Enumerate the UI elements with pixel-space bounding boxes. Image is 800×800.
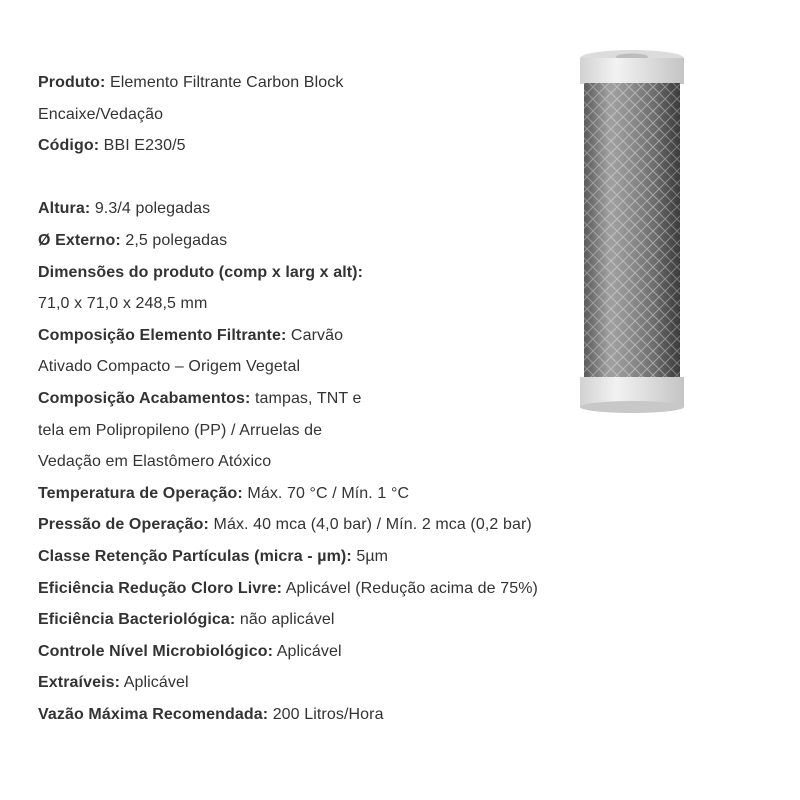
- spec-value: tampas, TNT e: [254, 389, 362, 407]
- spec-value: Aplicável: [123, 674, 189, 692]
- spec-line-cloro: [38, 573, 638, 605]
- spec-line-temperatura: [38, 478, 638, 510]
- spec-line-bacteriologica: [38, 604, 638, 636]
- spec-label: Temperatura de Operação:: [38, 484, 243, 502]
- spec-spacer: [38, 162, 638, 194]
- spec-label: Extraíveis:: [38, 674, 121, 692]
- spec-line-diametro: [38, 225, 638, 257]
- spec-value: não aplicável: [239, 611, 335, 629]
- spec-label: Eficiência Bacteriológica:: [38, 611, 236, 629]
- spec-line-extraiveis: [38, 667, 638, 699]
- spec-line-dimensoes: [38, 257, 638, 289]
- spec-label: Pressão de Operação:: [38, 516, 209, 534]
- spec-value: Vedação em Elastômero Atóxico: [38, 453, 272, 471]
- product-spec-list: [38, 67, 638, 730]
- filter-cartridge-image: [575, 45, 695, 420]
- spec-label: Código:: [38, 137, 100, 155]
- body-shading: [584, 83, 680, 379]
- spec-label: Ø Externo:: [38, 231, 121, 249]
- spec-line-altura: [38, 193, 638, 225]
- spec-label: Composição Elemento Filtrante:: [38, 326, 287, 344]
- spec-label: Altura:: [38, 200, 91, 218]
- spec-value: 200 Litros/Hora: [272, 705, 384, 723]
- spec-value: BBI E230/5: [103, 137, 186, 155]
- spec-value: Máx. 70 °C / Mín. 1 °C: [247, 484, 410, 502]
- spec-label: Classe Retenção Partículas (micra - µm):: [38, 547, 352, 565]
- spec-line-composicao-elemento-cont: [38, 351, 638, 383]
- spec-label: Controle Nível Microbiológico:: [38, 642, 274, 660]
- spec-line-microbiologico: [38, 636, 638, 668]
- spec-value: Carvão: [290, 326, 344, 344]
- bottom-cap-rim: [580, 401, 684, 413]
- spec-value: 71,0 x 71,0 x 248,5 mm: [38, 295, 208, 313]
- spec-value: 2,5 polegadas: [125, 231, 228, 249]
- spec-label: Dimensões do produto (comp x larg x alt):: [38, 263, 364, 281]
- spec-line-composicao-acabamentos-cont2: [38, 446, 638, 478]
- spec-line-produto-cont: [38, 99, 638, 131]
- spec-value: Máx. 40 mca (4,0 bar) / Mín. 2 mca (0,2 bar): [213, 516, 532, 534]
- spec-value: Elemento Filtrante Carbon Block: [110, 74, 344, 91]
- spec-line-produto: [38, 67, 638, 99]
- spec-label: Composição Acabamentos:: [38, 389, 251, 407]
- spec-line-codigo: [38, 130, 638, 162]
- spec-line-composicao-elemento: [38, 320, 638, 352]
- spec-line-composicao-acabamentos: [38, 383, 638, 415]
- spec-line-composicao-acabamentos-cont: [38, 415, 638, 447]
- spec-line-retencao: [38, 541, 638, 573]
- spec-line-dimensoes-cont: [38, 288, 638, 320]
- spec-value: Aplicável (Redução acima de 75%): [285, 579, 538, 597]
- spec-value: 9.3/4 polegadas: [94, 200, 211, 218]
- spec-label: Eficiência Redução Cloro Livre:: [38, 579, 283, 597]
- spec-line-pressao: [38, 509, 638, 541]
- spec-value: tela em Polipropileno (PP) / Arruelas de: [38, 421, 323, 439]
- spec-value: Aplicável: [276, 642, 342, 660]
- spec-label: Produto:: [38, 74, 106, 91]
- spec-label: Vazão Máxima Recomendada:: [38, 705, 269, 723]
- spec-line-vazao: [38, 699, 638, 731]
- filter-cartridge-illustration: [575, 45, 695, 420]
- spec-value: Encaixe/Vedação: [38, 105, 164, 123]
- top-cap: [580, 58, 684, 84]
- spec-value: Ativado Compacto – Origem Vegetal: [38, 358, 301, 376]
- spec-value: 5µm: [356, 547, 389, 565]
